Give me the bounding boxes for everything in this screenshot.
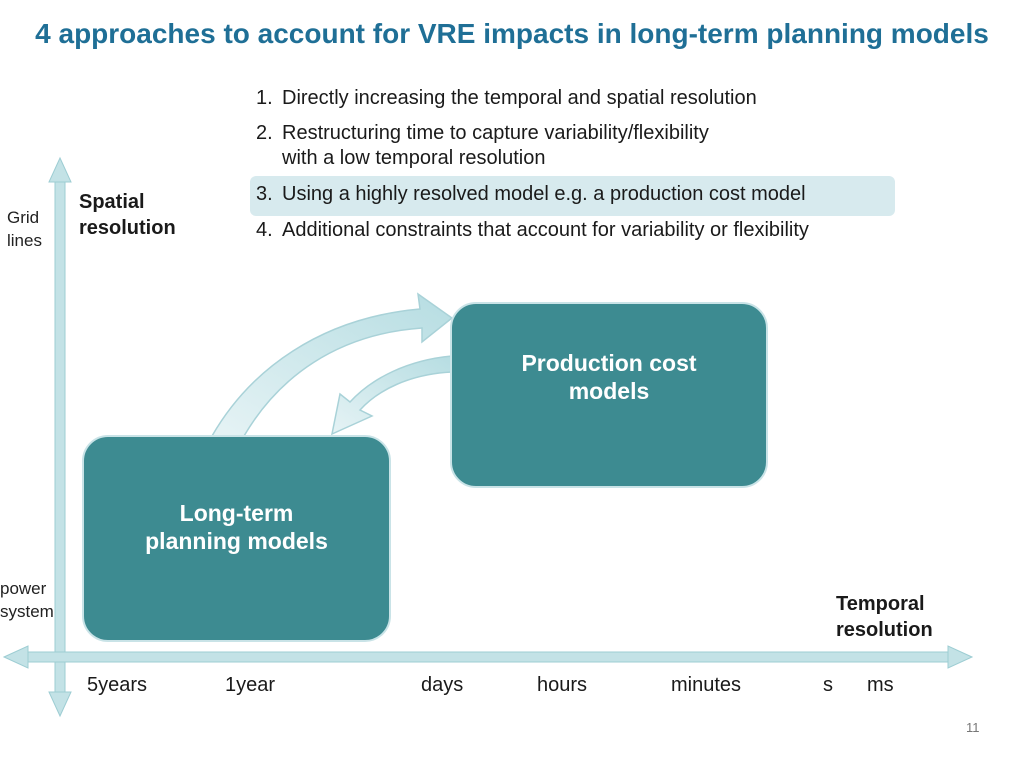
page-number: 11 [966, 720, 980, 735]
y-axis-arrow [49, 158, 71, 716]
planning-box-line1: Long-term [179, 500, 294, 526]
y-axis-bottom-line2: system [0, 602, 54, 621]
y-axis-label-line1: Spatial [79, 191, 145, 213]
y-axis-label [79, 189, 176, 241]
approach-number: 1. [256, 87, 273, 109]
curved-arrow-to-planning [332, 356, 452, 434]
production-box-line1: Production cost [521, 350, 697, 376]
approach-4 [256, 218, 809, 243]
x-tick-ms: ms [867, 674, 894, 696]
production-box-line2: models [568, 378, 650, 404]
approach-number: 3. [256, 183, 273, 205]
x-tick-hours: hours [537, 674, 588, 696]
y-axis-bottom-label [0, 577, 54, 623]
approach-number: 4. [256, 219, 273, 241]
planning-box-line2: planning models [145, 528, 328, 554]
production-cost-models-box [450, 302, 768, 488]
y-axis-top-line1: Grid [7, 208, 40, 227]
long-term-planning-models-box [82, 435, 391, 642]
x-tick-minutes: minutes [671, 674, 742, 696]
y-axis-bottom-line1: power [0, 579, 47, 598]
approach-text: Directly increasing the temporal and spatial resolution [282, 87, 757, 109]
approach-text: Using a highly resolved model e.g. a production cost model [282, 183, 806, 205]
x-tick-days: days [421, 674, 464, 696]
x-axis-label-line1: Temporal [836, 593, 925, 615]
approach-1 [256, 86, 757, 111]
approach-number: 2. [256, 122, 273, 144]
approach-text: Restructuring time to capture variability/flexibility [282, 122, 709, 144]
y-axis-top-line2: lines [7, 231, 42, 250]
approach-2 [256, 121, 709, 171]
approach-text-continued: with a low temporal resolution [282, 147, 546, 169]
x-axis-arrow [4, 646, 972, 668]
x-axis-label [836, 591, 933, 643]
x-axis-label-line2: resolution [836, 619, 933, 641]
page-title: 4 approaches to account for VRE impacts in long-term planning models [35, 18, 989, 49]
x-tick-s: s [823, 674, 833, 696]
approach-text: Additional constraints that account for variability or flexibility [282, 219, 809, 241]
x-tick-1year: 1year [225, 674, 276, 696]
y-axis-label-line2: resolution [79, 217, 176, 239]
approach-3 [256, 182, 806, 207]
x-tick-5years: 5years [87, 674, 148, 696]
y-axis-top-label [7, 206, 42, 252]
